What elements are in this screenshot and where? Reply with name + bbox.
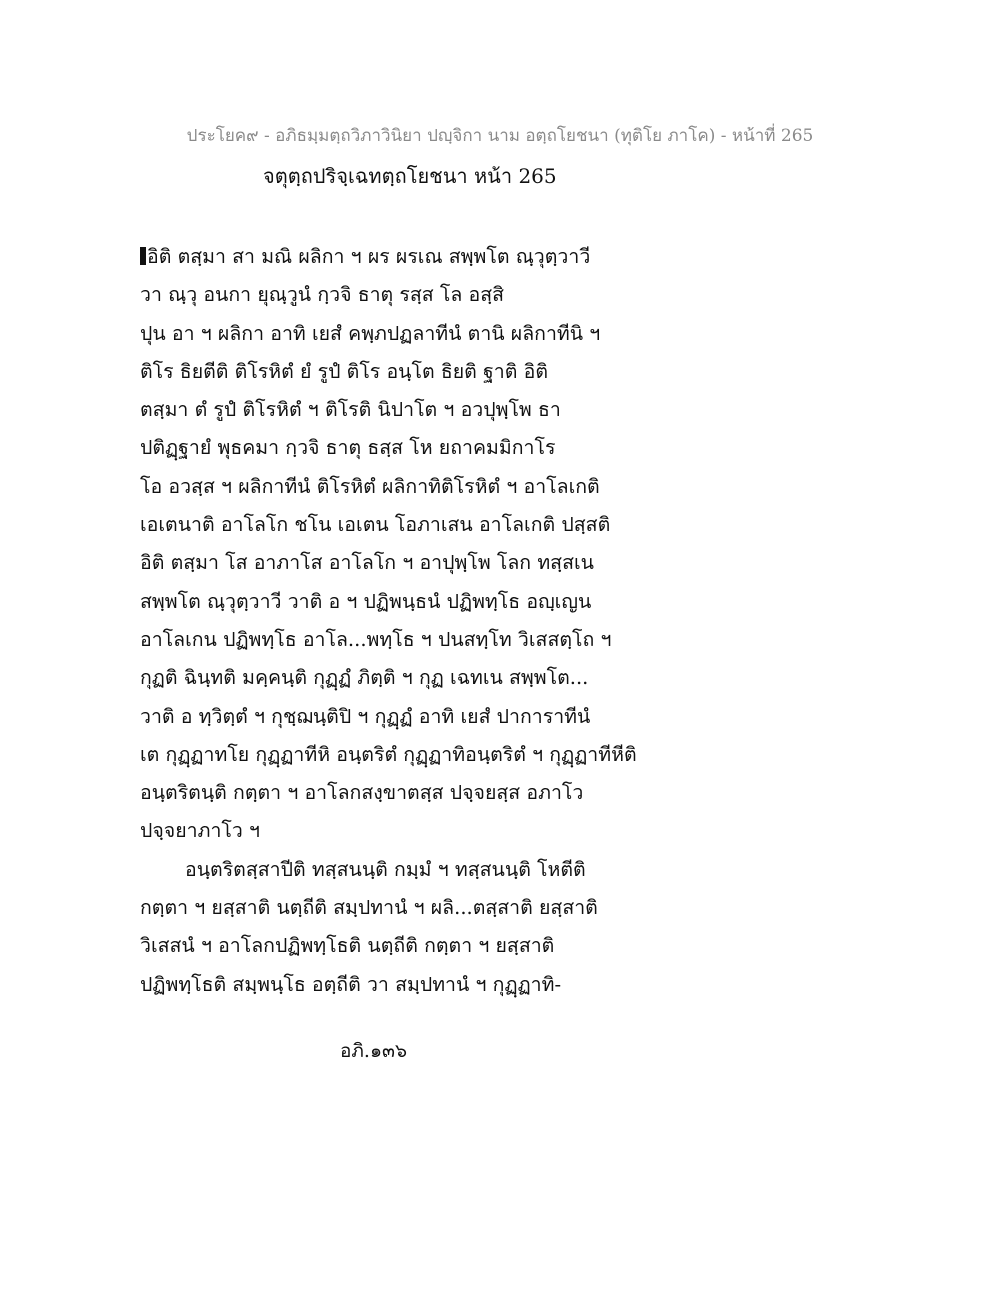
text-line: กตฺตา ฯ ยสฺสาติ นตฺถีติ สมฺปทานํ ฯ ผลิ...ตสฺสาติ ยสฺสาติ [140,896,598,920]
text-line: ติโร ธิยตีติ ติโรหิตํ ยํ รูปํ ติโร อนฺโต ธิยติ ฐาติ อิติ [140,359,548,383]
page-folio: อภิ.๑๓๖ [340,1040,408,1062]
text-line: วาติ อ ทฺวิตฺตํ ฯ กุชฺฌนฺติปิ ฯ กุฏฺฏํ อาทิ เยสํ ปาการาทีนํ [140,704,591,728]
text-line: วิเสสนํ ฯ อาโลกปฏิพทฺโธติ นตฺถีติ กตฺตา ฯ ยสฺสาติ [140,934,555,958]
section-title: จตุตฺถปริจฺเฉทตฺถโยชนา หน้า 265 [263,164,557,188]
text-line: วา ณฺวุ อนกา ยุณฺวูนํ กฺวจิ ธาตุ รสฺส โล อสฺสิ [140,283,505,307]
text-line: อิติ ตสฺมา สา มณิ ผลิกา ฯ ผร ผรเณ สพฺพโต ณฺวุตฺวาวี [140,238,680,276]
body-text [140,238,680,1004]
text-line: อิติ ตสฺมา โส อาภาโส อาโลโก ฯ อาปุพฺโพ โลก ทสฺสเน [140,551,594,575]
text-line: ปจฺจยาภาโว ฯ [140,819,260,843]
text-line: ปุน อา ฯ ผลิกา อาทิ เยสํ คพฺภปฏลาทีนํ ตานิ ผลิกาทีนิ ฯ [140,321,601,345]
text-line: อนฺตริตนฺติ กตฺตา ฯ อาโลกสงฺขาตสฺส ปจฺจยสฺส อภาโว [140,781,584,805]
text-line: อนฺตริตสฺสาปีติ ทสฺสนนฺติ กมฺมํ ฯ ทสฺสนนฺติ โหตีติ [185,857,586,881]
paragraph-marker-icon [140,247,146,265]
running-header-text: ประโยค๙ - อภิธมฺมตฺถวิภาวินิยา ปญฺจิกา นาม อตฺถโยชนา (ทุติโย ภาโค) - หน้าที่ 265 [186,126,814,146]
text-line: โอ อวสฺส ฯ ผลิกาทีนํ ติโรหิตํ ผลิกาทิติโรหิตํ ฯ อาโลเกติ [140,474,600,498]
text-line: สพฺพโต ณฺวุตฺวาวี วาติ อ ฯ ปฏิพนฺธนํ ปฏิพทฺโธ อญฺเญน [140,589,592,613]
running-header [0,122,1000,149]
text-line: กุฏติ ฉินฺทติ มคฺคนฺติ กุฏฺฏํ ภิตฺติ ฯ กุฏ เฉทเน สพฺพโต... [140,666,589,690]
text-line: ปติฏฺฐายํ พุธคมา กฺวจิ ธาตุ ธสฺส โห ยถาคมมิกาโร [140,436,556,460]
text-line: เอเตนาติ อาโลโก ชโน เอเตน โอภาเสน อาโลเกติ ปสฺสติ [140,513,611,537]
text-line: อาโลเกน ปฏิพทฺโธ อาโล...พทฺโธ ฯ ปนสทฺโท วิเสสตฺโถ ฯ [140,627,612,651]
text-line: ตสฺมา ตํ รูปํ ติโรหิตํ ฯ ติโรติ นิปาโต ฯ อวปุพฺโพ ธา [140,398,561,422]
text-line: เต กุฏฺฏาทโย กุฏฺฏาทีหิ อนฺตริตํ กุฏฺฏาทิอนฺตริตํ ฯ กุฏฺฏาทีหีติ [140,742,637,766]
text-line: ปฏิพทฺโธติ สมฺพนฺโธ อตฺถีติ วา สมฺปทานํ ฯ กุฏฺฏาทิ- [140,972,562,996]
